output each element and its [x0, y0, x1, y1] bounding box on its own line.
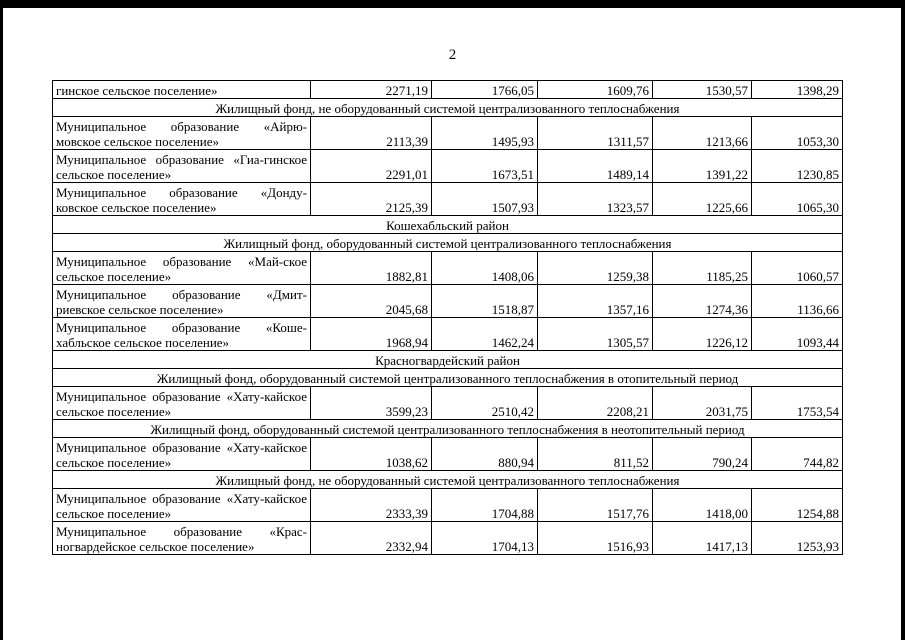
- municipality-name: Муниципальное образование «Хату-кайское сельское поселение»: [53, 438, 311, 471]
- tariff-value: 2125,39: [311, 183, 432, 216]
- tariff-value: 1093,44: [752, 318, 843, 351]
- tariff-value: 1704,13: [432, 522, 538, 555]
- tariff-value: 1753,54: [752, 387, 843, 420]
- municipality-name: Муниципальное образование «Дмит-риевское сельское поселение»: [53, 285, 311, 318]
- page-number: 2: [448, 47, 457, 63]
- table-row: [53, 387, 843, 420]
- section-title: Жилищный фонд, оборудованный системой централизованного теплоснабжения в отопительный период: [53, 369, 843, 387]
- tariff-value: 2291,01: [311, 150, 432, 183]
- scan-border-top: [0, 0, 905, 8]
- municipality-name: Муниципальное образование «Май-ское сельское поселение»: [53, 252, 311, 285]
- tariff-value: 1253,93: [752, 522, 843, 555]
- tariff-value: 1038,62: [311, 438, 432, 471]
- scan-border-right: [901, 0, 905, 640]
- section-title: Жилищный фонд, не оборудованный системой централизованного теплоснабжения: [53, 471, 843, 489]
- tariff-value: 1495,93: [432, 117, 538, 150]
- tariff-value: 1053,30: [752, 117, 843, 150]
- tariff-value: 1213,66: [653, 117, 752, 150]
- tariff-value: 744,82: [752, 438, 843, 471]
- table-row: [53, 150, 843, 183]
- tariff-value: 1065,30: [752, 183, 843, 216]
- section-header-row: [53, 351, 843, 369]
- municipality-name: Муниципальное образование «Донду-ковское сельское поселение»: [53, 183, 311, 216]
- tariff-value: 1673,51: [432, 150, 538, 183]
- tariff-value: 1311,57: [538, 117, 653, 150]
- table-row: [53, 318, 843, 351]
- table-row: [53, 438, 843, 471]
- table-row: [53, 522, 843, 555]
- section-title: Жилищный фонд, оборудованный системой централизованного теплоснабжения в неотопительный период: [53, 420, 843, 438]
- tariff-value: 1489,14: [538, 150, 653, 183]
- tariff-value: 1225,66: [653, 183, 752, 216]
- tariff-value: 1609,76: [538, 81, 653, 99]
- tariff-value: 1274,36: [653, 285, 752, 318]
- table-row: [53, 183, 843, 216]
- section-title: Жилищный фонд, не оборудованный системой централизованного теплоснабжения: [53, 99, 843, 117]
- tariff-value: 1507,93: [432, 183, 538, 216]
- tariff-table: [52, 80, 843, 555]
- tariff-value: 2208,21: [538, 387, 653, 420]
- section-title: Красногвардейский район: [53, 351, 843, 369]
- tariff-value: 1185,25: [653, 252, 752, 285]
- tariff-value: 1357,16: [538, 285, 653, 318]
- tariff-value: 1136,66: [752, 285, 843, 318]
- section-header-row: [53, 369, 843, 387]
- tariff-value: 2332,94: [311, 522, 432, 555]
- scan-border-left: [0, 0, 3, 640]
- tariff-value: 1230,85: [752, 150, 843, 183]
- tariff-value: 1766,05: [432, 81, 538, 99]
- tariff-value: 1060,57: [752, 252, 843, 285]
- tariff-value: 1417,13: [653, 522, 752, 555]
- tariff-value: 1391,22: [653, 150, 752, 183]
- tariff-value: 2333,39: [311, 489, 432, 522]
- tariff-value: 1516,93: [538, 522, 653, 555]
- tariff-value: 1408,06: [432, 252, 538, 285]
- municipality-name: Муниципальное образование «Крас-ногвардейское сельское поселение»: [53, 522, 311, 555]
- municipality-name: Муниципальное образование «Коше-хабльское сельское поселение»: [53, 318, 311, 351]
- table-row: [53, 252, 843, 285]
- section-header-row: [53, 216, 843, 234]
- tariff-value: 1968,94: [311, 318, 432, 351]
- tariff-value: 2045,68: [311, 285, 432, 318]
- municipality-name: Муниципальное образование «Айрю-мовское сельское поселение»: [53, 117, 311, 150]
- section-header-row: [53, 234, 843, 252]
- tariff-value: 1259,38: [538, 252, 653, 285]
- tariff-value: 2510,42: [432, 387, 538, 420]
- tariff-value: 2031,75: [653, 387, 752, 420]
- tariff-value: 3599,23: [311, 387, 432, 420]
- tariff-value: 2271,19: [311, 81, 432, 99]
- tariff-value: 811,52: [538, 438, 653, 471]
- tariff-value: 1323,57: [538, 183, 653, 216]
- municipality-name: гинское сельское поселение»: [53, 81, 311, 99]
- tariff-value: 1418,00: [653, 489, 752, 522]
- tariff-value: 1398,29: [752, 81, 843, 99]
- section-header-row: [53, 471, 843, 489]
- tariff-value: 1226,12: [653, 318, 752, 351]
- section-header-row: [53, 99, 843, 117]
- tariff-value: 1254,88: [752, 489, 843, 522]
- tariff-value: 1305,57: [538, 318, 653, 351]
- tariff-value: 1518,87: [432, 285, 538, 318]
- section-header-row: [53, 420, 843, 438]
- municipality-name: Муниципальное образование «Хату-кайское сельское поселение»: [53, 387, 311, 420]
- municipality-name: Муниципальное образование «Хату-кайское сельское поселение»: [53, 489, 311, 522]
- tariff-value: 880,94: [432, 438, 538, 471]
- table-row: [53, 285, 843, 318]
- municipality-name: Муниципальное образование «Гиа-гинское сельское поселение»: [53, 150, 311, 183]
- tariff-value: 1882,81: [311, 252, 432, 285]
- section-title: Жилищный фонд, оборудованный системой централизованного теплоснабжения: [53, 234, 843, 252]
- tariff-value: 1517,76: [538, 489, 653, 522]
- tariff-value: 790,24: [653, 438, 752, 471]
- table-row: [53, 489, 843, 522]
- section-title: Кошехабльский район: [53, 216, 843, 234]
- tariff-value: 1462,24: [432, 318, 538, 351]
- tariff-value: 2113,39: [311, 117, 432, 150]
- tariff-value: 1530,57: [653, 81, 752, 99]
- table-row: [53, 81, 843, 99]
- tariff-value: 1704,88: [432, 489, 538, 522]
- table-row: [53, 117, 843, 150]
